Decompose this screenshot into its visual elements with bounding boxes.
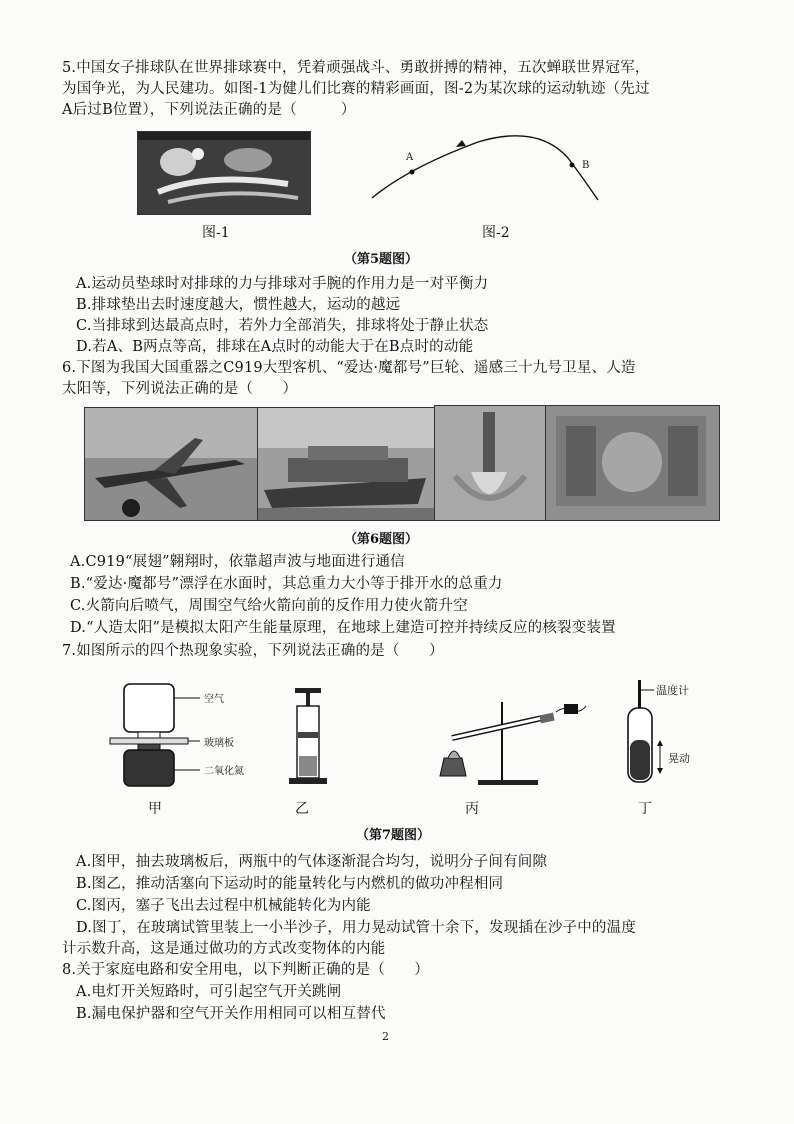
fig-label-ding: 丁	[638, 801, 652, 817]
q7-option-a: A.图甲，抽去玻璃板后，两瓶中的气体逐渐混合均匀，说明分子间有间隙	[76, 854, 548, 870]
point-a-label: A	[406, 152, 414, 163]
q5-stem-line-3: A后过B位置），下列说法正确的是（ ）	[62, 102, 356, 118]
q5-option-a: A.运动员垫球时对排球的力与排球对手腕的作用力是一对平衡力	[76, 276, 489, 292]
fig2-label: 图-2	[482, 225, 510, 241]
cruise-ship-photo	[257, 407, 435, 521]
volleyball-match-photo	[137, 131, 311, 215]
satellite-launch-photo	[434, 405, 546, 521]
page-number: 2	[382, 1030, 389, 1043]
fig1-label: 图-1	[202, 225, 230, 241]
diffusion-experiment-diagram	[100, 680, 280, 790]
q8-option-b: B.漏电保护器和空气开关作用相同可以相互替代	[76, 1006, 386, 1022]
c919-aircraft-photo	[84, 407, 258, 521]
q7-stem: 7.如图所示的四个热现象实验，下列说法正确的是（ ）	[62, 643, 444, 659]
fig-label-yi: 乙	[295, 801, 309, 817]
nitrogen-dioxide-label: 二氧化氮	[204, 766, 244, 777]
q7-option-b: B.图乙，推动活塞向下运动时的能量转化与内燃机的做功冲程相同	[76, 876, 504, 892]
q6-stem-line-2: 太阳等，下列说法正确的是（ ）	[62, 381, 298, 397]
steam-cork-diagram	[432, 698, 592, 788]
q7-option-d-continued: 计示数升高，这是通过做功的方式改变物体的内能	[62, 941, 386, 957]
shake-label: 晃动	[668, 752, 690, 765]
q6-option-c: C.火箭向后喷气，周围空气给火箭向前的反作用力使火箭升空	[70, 598, 468, 614]
q7-caption: （第7题图）	[356, 828, 431, 843]
q7-option-d: D.图丁，在玻璃试管里装上一小半沙子，用力晃动试管十余下，发现插在沙子中的温度	[76, 920, 637, 936]
q6-option-b: B.“爱达·魔都号”漂浮在水面时，其总重力大小等于排开水的总重力	[70, 576, 503, 592]
q6-option-d: D.“人造太阳”是模拟太阳产生能量原理，在地球上建造可控并持续反应的核裂变装置	[70, 620, 616, 636]
q5-option-d: D.若A、B两点等高，排球在A点时的动能大于在B点时的动能	[76, 339, 474, 355]
q5-option-c: C.当排球到达最高点时，若外力全部消失，排球将处于静止状态	[76, 318, 489, 334]
q8-option-a: A.电灯开关短路时，可引起空气开关跳闸	[76, 984, 342, 1000]
fig-label-jia: 甲	[148, 801, 162, 817]
q7-option-c: C.图丙，塞子飞出去过程中机械能转化为内能	[76, 898, 371, 914]
q8-stem: 8.关于家庭电路和安全用电，以下判断正确的是（ ）	[62, 962, 430, 978]
sand-shaking-diagram	[620, 678, 730, 786]
q5-option-b: B.排球垫出去时速度越大，惯性越大，运动的越远	[76, 297, 401, 313]
q5-stem-line-2: 为国争光，为人民建功。如图-1为健儿们比赛的精彩画面，图-2为某次球的运动轨迹（先过	[62, 81, 650, 97]
q6-caption: （第6题图）	[344, 532, 419, 547]
glass-plate-label: 玻璃板	[204, 738, 234, 749]
q5-stem-line-1: 5.中国女子排球队在世界排球赛中，凭着顽强战斗、勇敢拼搏的精神，五次蝉联世界冠军，	[62, 60, 650, 76]
point-b-label: B	[582, 160, 590, 171]
fig-label-bing: 丙	[465, 801, 479, 817]
artificial-sun-photo	[545, 405, 720, 521]
q5-caption: （第5题图）	[344, 252, 419, 267]
thermometer-label: 温度计	[656, 684, 689, 697]
ball-trajectory-diagram	[368, 128, 603, 208]
q6-stem-line-1: 6.下图为我国大国重器之C919大型客机、“爱达·魔都号”巨轮、遥感三十九号卫星、人造	[62, 360, 636, 376]
air-label: 空气	[204, 694, 224, 705]
piston-compression-diagram	[283, 686, 333, 786]
q6-option-a: A.C919“展翅”翱翔时，依靠超声波与地面进行通信	[70, 554, 405, 570]
